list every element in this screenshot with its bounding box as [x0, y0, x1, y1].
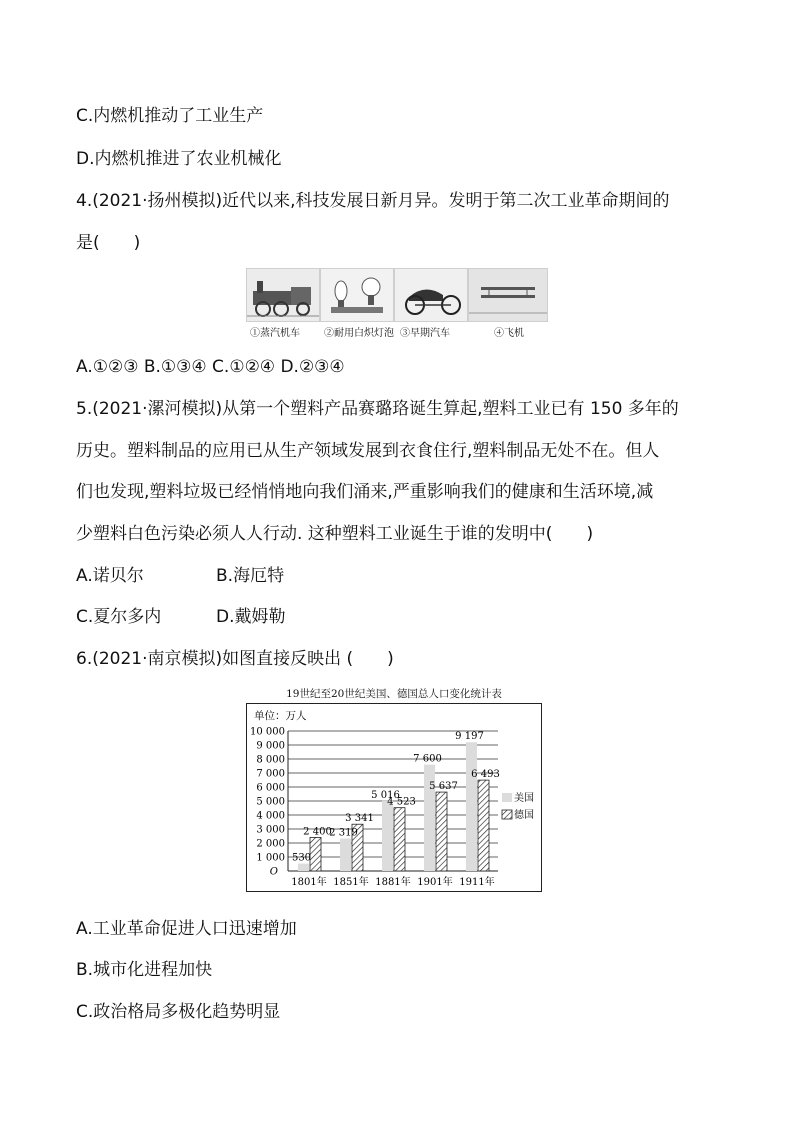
- photo-caption-3: ③早期汽车: [400, 328, 450, 339]
- x-tick-label: 1881年: [375, 877, 411, 888]
- y-tick-label: 2 000: [256, 838, 285, 850]
- bar-germany: [436, 792, 447, 871]
- q5-option-b: B.海厄特: [216, 566, 285, 586]
- legend-swatch: [502, 793, 512, 802]
- y-tick-label: 8 000: [256, 754, 285, 766]
- photo-caption-4: ④飞机: [494, 328, 524, 339]
- q5-stem-line-4: 少塑料白色污染必须人人行动. 这种塑料工业诞生于谁的发明中( ): [76, 524, 594, 544]
- steam-locomotive-photo: [246, 268, 320, 322]
- bar-value-label: 530: [291, 852, 312, 864]
- bar-germany: [394, 808, 405, 871]
- y-tick-label: 4 000: [256, 810, 285, 822]
- q5-options-row-1: [76, 564, 284, 588]
- q6-option-b: B.城市化进程加快: [76, 960, 213, 980]
- bar-usa: [340, 839, 351, 871]
- early-car-photo: [394, 268, 468, 322]
- airplane-photo: [468, 268, 548, 322]
- bar-value-label: 2 400: [303, 826, 332, 838]
- q3-option-d: D.内燃机推进了农业机械化: [76, 149, 282, 169]
- q6-stem: 6.(2021·南京模拟)如图直接反映出 ( ): [76, 649, 394, 669]
- bar-value-label: 5 016: [371, 789, 400, 801]
- y-tick-label: O: [269, 866, 278, 878]
- y-tick-label: 1 000: [256, 852, 285, 864]
- q5-options-row-2: [76, 605, 286, 629]
- q4-options: A.①②③ B.①③④ C.①②④ D.②③④: [76, 357, 345, 377]
- q3-option-c: C.内燃机推动了工业生产: [76, 106, 264, 126]
- bar-value-label: 3 341: [345, 813, 374, 825]
- x-tick-label: 1901年: [417, 877, 453, 888]
- q4-stem-line-1: 4.(2021·扬州模拟)近代以来,科技发展日新月异。发明于第二次工业革命期间的: [76, 191, 670, 211]
- q6-option-c: C.政治格局多极化趋势明显: [76, 1002, 281, 1022]
- q5-stem-line-3: 们也发现,塑料垃圾已经悄悄地向我们涌来,严重影响我们的健康和生活环境,减: [76, 482, 654, 502]
- bar-germany: [310, 837, 321, 871]
- bar-usa: [382, 801, 393, 871]
- y-tick-label: 10 000: [250, 726, 285, 738]
- y-tick-label: 7 000: [256, 768, 285, 780]
- q5-option-c: C.夏尔多内: [76, 607, 162, 627]
- x-tick-label: 1911年: [459, 877, 495, 888]
- bar-value-label: 7 600: [413, 753, 442, 765]
- x-tick-label: 1851年: [333, 877, 369, 888]
- bar-value-label: 9 197: [455, 731, 484, 743]
- bar-value-label: 2 319: [329, 827, 358, 839]
- legend-swatch: [502, 810, 512, 819]
- bar-value-label: 5 637: [429, 781, 458, 793]
- x-tick-label: 1801年: [291, 877, 327, 888]
- photo-caption-2: ②耐用白炽灯泡: [324, 328, 394, 339]
- chart-title: 19世纪至20世纪美国、德国总人口变化统计表: [286, 688, 502, 700]
- q4-stem-line-2: 是( ): [76, 233, 141, 253]
- bar-value-label: 6 493: [471, 769, 500, 781]
- bar-usa: [466, 742, 477, 871]
- bar-value-label: 4 523: [387, 796, 416, 808]
- population-bar-chart: [246, 703, 542, 892]
- legend-label: 德国: [514, 810, 534, 821]
- bar-usa: [298, 864, 309, 871]
- q4-invention-photos: [246, 268, 548, 338]
- q5-stem-line-1: 5.(2021·漯河模拟)从第一个塑料产品赛璐珞诞生算起,塑料工业已有 150 多年的: [76, 399, 679, 419]
- y-tick-label: 5 000: [256, 796, 285, 808]
- y-tick-label: 6 000: [256, 782, 285, 794]
- unit-label: 单位：万人: [254, 710, 307, 722]
- q6-option-a: A.工业革命促进人口迅速增加: [76, 919, 297, 939]
- q5-option-d: D.戴姆勒: [216, 607, 286, 627]
- bar-germany: [478, 780, 489, 871]
- legend-label: 美国: [514, 793, 534, 804]
- incandescent-bulb-photo: [320, 268, 394, 322]
- photo-caption-1: ①蒸汽机车: [250, 328, 300, 339]
- q5-stem-line-2: 历史。塑料制品的应用已从生产领域发展到衣食住行,塑料制品无处不在。但人: [76, 441, 660, 461]
- y-tick-label: 3 000: [256, 824, 285, 836]
- q5-option-a: A.诺贝尔: [76, 566, 144, 586]
- y-tick-label: 9 000: [256, 740, 285, 752]
